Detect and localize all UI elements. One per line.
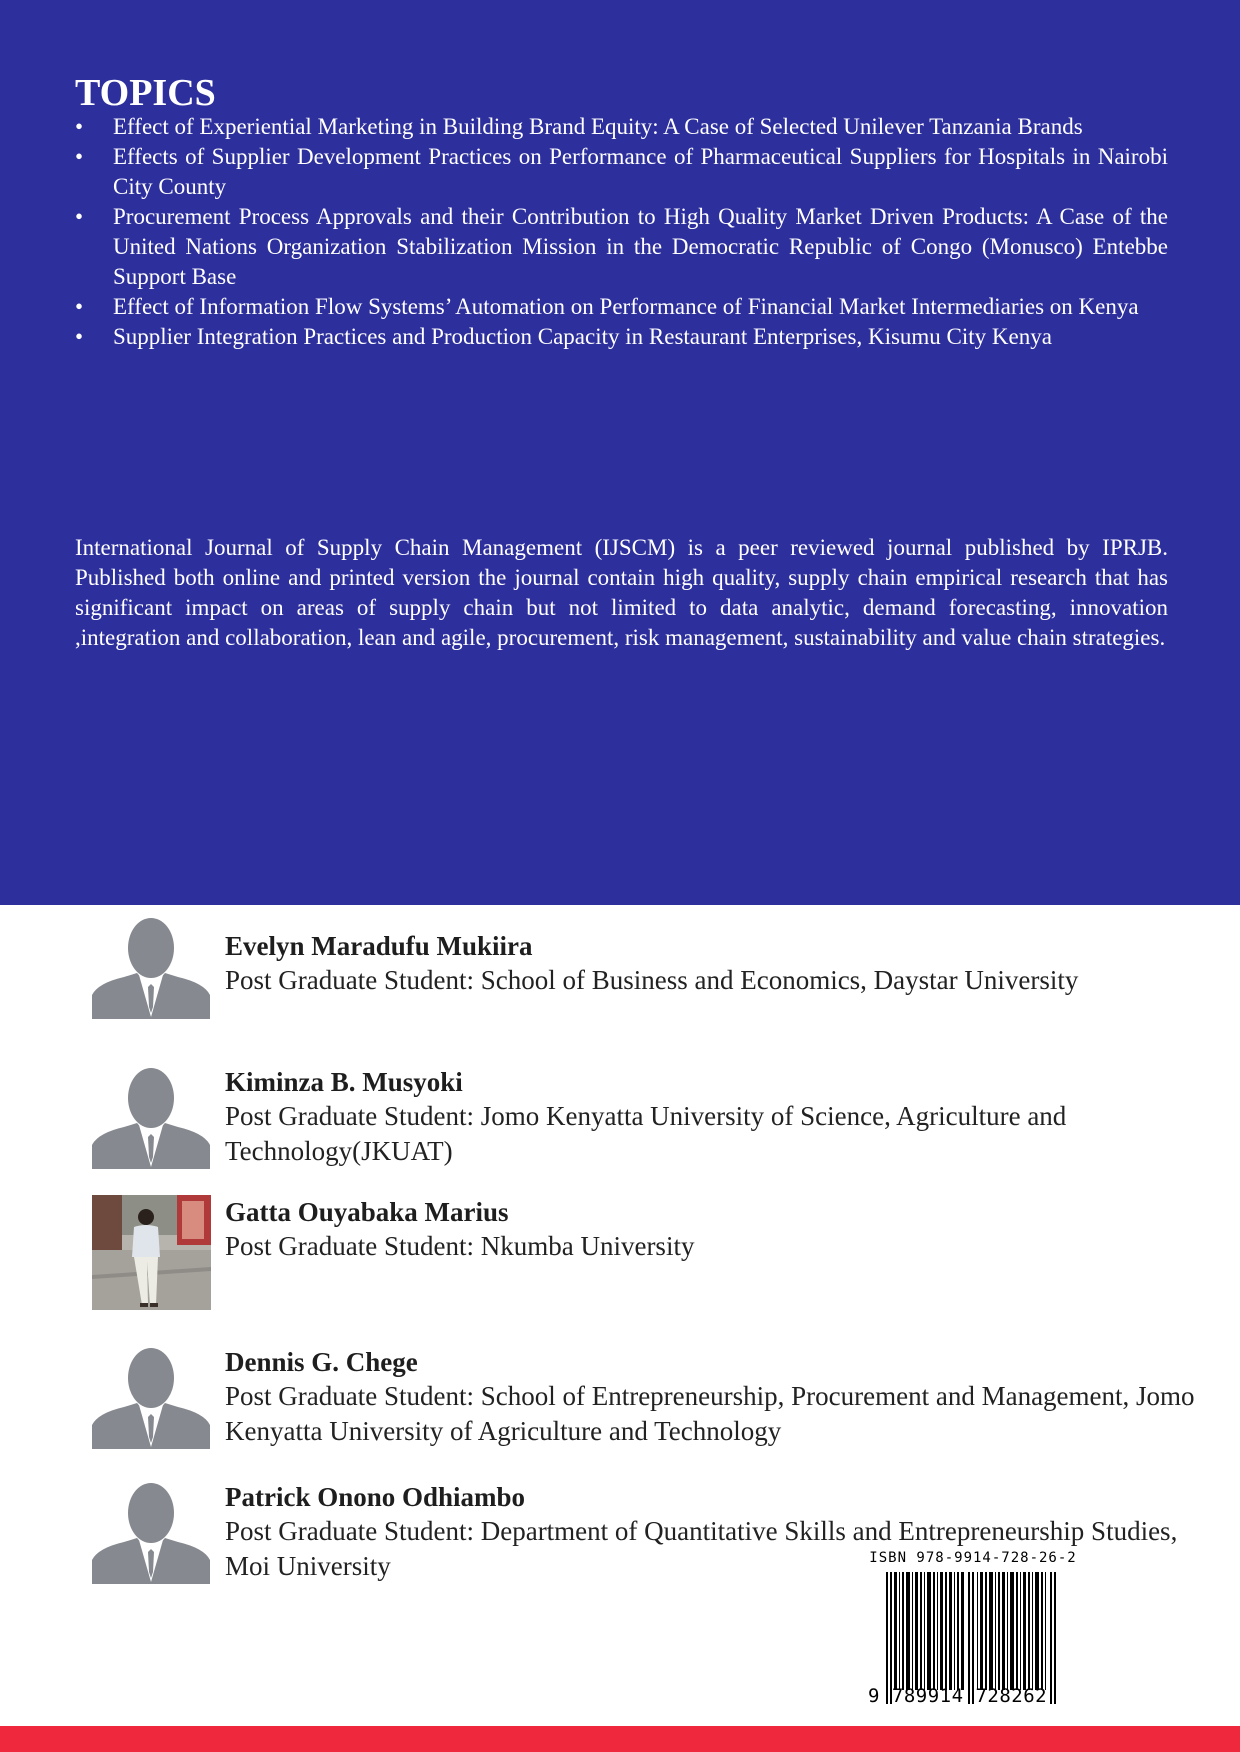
topic-item-1: • Effect of Experiential Marketing in Building Brand Equity: A Case of Selected Unilever Tanzania Brands xyxy=(75,112,1168,142)
author-text xyxy=(225,1195,1225,1264)
avatar-silhouette-icon xyxy=(92,915,210,1019)
author-affiliation: Post Graduate Student: School of Entrepreneurship, Procurement and Management, Jomo Kenyatta University of Agriculture and Technology xyxy=(225,1381,1195,1446)
journal-description: International Journal of Supply Chain Management (IJSCM) is a peer reviewed journal published by IPRJB. Published both online and printed version the journal contain high quality, supply chain empirical research that has significant impact on areas of supply chain but not limited to data analytic, demand forecasting, innovation ,integration and collaboration, lean and agile, procurement, risk management, sustainability and value chain strategies. xyxy=(75,535,1168,650)
isbn-label: ISBN 978-9914-728-26-2 xyxy=(869,1550,1077,1566)
topic-item-5: • Supplier Integration Practices and Production Capacity in Restaurant Enterprises, Kisumu City Kenya xyxy=(75,322,1168,352)
topics-heading: TOPICS xyxy=(75,72,216,114)
bottom-accent-bar xyxy=(0,1726,1240,1752)
isbn-barcode-block xyxy=(868,1550,1078,1710)
author-affiliation: Post Graduate Student: School of Business and Economics, Daystar University xyxy=(225,965,1079,995)
barcode-digits: 9 789914 728262 xyxy=(868,1685,1048,1707)
author-photo xyxy=(92,1195,211,1310)
author-name: Patrick Onono Odhiambo xyxy=(225,1482,526,1512)
author-text xyxy=(225,1345,1225,1449)
topic-item-2: • Effects of Supplier Development Practices on Performance of Pharmaceutical Suppliers for Hospitals in Nairobi City County xyxy=(75,142,1168,202)
author-name: Gatta Ouyabaka Marius xyxy=(225,1197,509,1227)
author-affiliation: Post Graduate Student: Jomo Kenyatta University of Science, Agriculture and Technology(JKUAT) xyxy=(225,1101,1067,1166)
author-text xyxy=(225,1065,1225,1169)
topics-list xyxy=(75,112,1168,352)
author-text xyxy=(225,929,1225,998)
avatar-silhouette-icon xyxy=(92,1480,210,1584)
author-name: Kiminza B. Musyoki xyxy=(225,1067,463,1097)
avatar-silhouette-icon xyxy=(92,1065,210,1169)
topic-item-4: • Effect of Information Flow Systems’ Automation on Performance of Financial Market Intermediaries on Kenya xyxy=(75,292,1168,322)
author-affiliation: Post Graduate Student: Department of Quantitative Skills and Entrepreneurship Studies, Moi University xyxy=(225,1516,1178,1581)
topic-item-3: • Procurement Process Approvals and their Contribution to High Quality Market Driven Products: A Case of the United Nations Organization Stabilization Mission in the Democratic Republic of Congo (Monusco) Entebbe Support Base xyxy=(75,202,1168,292)
author-affiliation: Post Graduate Student: Nkumba University xyxy=(225,1231,695,1261)
author-name: Dennis G. Chege xyxy=(225,1347,418,1377)
avatar-silhouette-icon xyxy=(92,1345,210,1449)
author-name: Evelyn Maradufu Mukiira xyxy=(225,931,533,961)
